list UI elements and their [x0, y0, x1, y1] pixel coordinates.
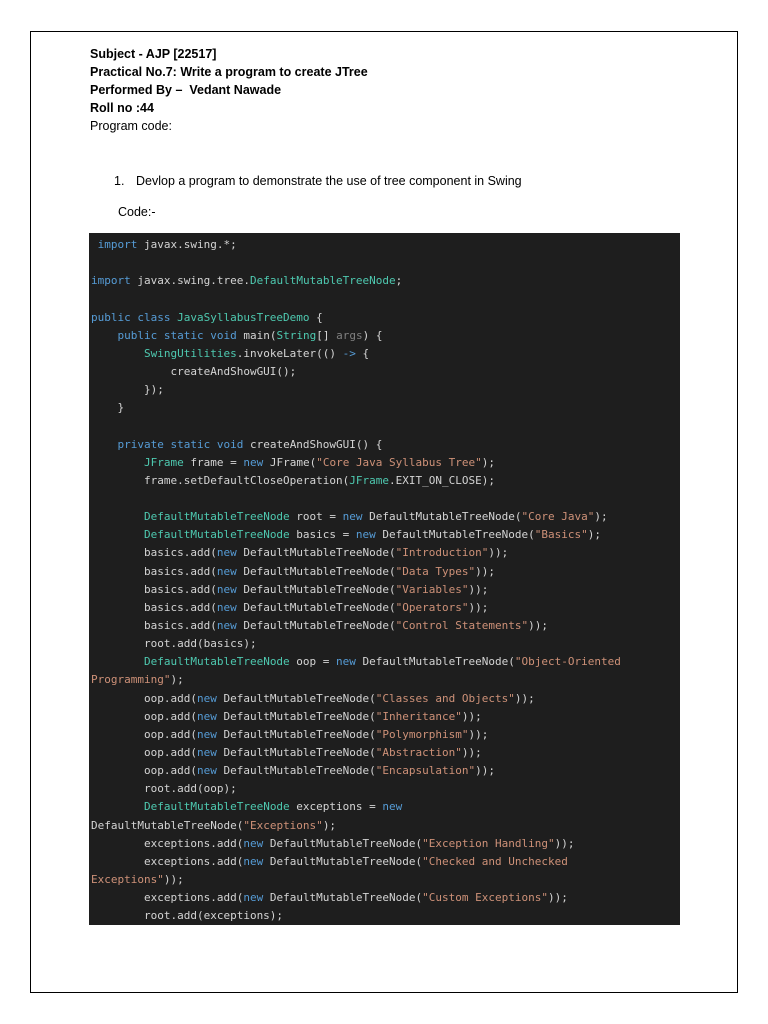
code-token — [91, 456, 144, 469]
code-token: DefaultMutableTreeNode( — [236, 582, 396, 596]
code-token: )); — [514, 691, 535, 705]
code-token: "Inheritance" — [375, 709, 462, 723]
code-token: new — [196, 745, 217, 759]
code-line — [89, 544, 680, 562]
code-token: oop.add( — [91, 709, 197, 723]
code-token: Programming" — [91, 673, 171, 687]
code-token: DefaultMutableTreeNode( — [236, 564, 396, 578]
code-token: new — [243, 854, 264, 868]
code-token — [91, 347, 144, 360]
code-token: DefaultMutableTreeNode( — [236, 600, 396, 614]
code-token: SwingUtilities — [143, 346, 237, 360]
code-token: new — [196, 691, 217, 705]
code-line — [89, 436, 680, 454]
code-token: DefaultMutableTreeNode( — [216, 764, 376, 778]
code-line — [89, 272, 680, 290]
code-token: "Exception Handling" — [422, 836, 555, 850]
code-line — [89, 381, 680, 399]
code-token: DefaultMutableTreeNode — [143, 528, 290, 542]
code-token: new — [336, 655, 356, 669]
code-token — [91, 655, 144, 668]
code-token: import — [91, 238, 138, 251]
code-token: DefaultMutableTreeNode( — [216, 709, 376, 723]
code-token: ) { — [362, 328, 383, 342]
code-line — [89, 871, 680, 889]
code-line — [89, 817, 680, 835]
code-token: exceptions.add( — [91, 836, 244, 850]
code-token: ); — [587, 528, 601, 542]
code-token: javax.swing.*; — [137, 238, 237, 251]
code-line — [89, 417, 680, 435]
code-token: JFrame — [349, 473, 390, 487]
code-line — [89, 581, 680, 599]
code-token: JavaSyllabusTreeDemo — [177, 310, 310, 324]
code-token: "Checked and Unchecked — [422, 854, 568, 868]
code-token — [91, 528, 144, 541]
code-token: "Core Java Syllabus Tree" — [316, 455, 482, 469]
code-token: JFrame( — [263, 455, 317, 469]
code-token: )); — [475, 764, 496, 778]
code-line — [89, 236, 680, 254]
code-token: root.add(basics); — [91, 637, 257, 651]
code-token: "Custom Exceptions" — [422, 891, 548, 905]
code-line — [89, 617, 680, 635]
code-token: DefaultMutableTreeNode( — [216, 745, 376, 759]
code-token: )); — [461, 745, 482, 759]
code-token: new — [216, 582, 237, 596]
code-token: new — [196, 764, 217, 778]
roll-number: Roll no :44 — [90, 101, 154, 115]
code-token: root = — [289, 510, 343, 524]
task-number: 1. — [114, 174, 125, 188]
code-token: )); — [468, 600, 489, 614]
code-token: .invokeLater(() — [236, 346, 343, 360]
code-token: [] — [316, 328, 337, 342]
subject-line: Subject - AJP [22517] — [90, 47, 217, 61]
code-token: new — [382, 800, 403, 814]
code-line — [89, 290, 680, 308]
code-token: DefaultMutableTreeNode( — [263, 891, 423, 905]
code-token: DefaultMutableTreeNode( — [91, 818, 244, 832]
code-token: frame = — [183, 455, 244, 469]
code-token: DefaultMutableTreeNode( — [263, 836, 423, 850]
code-line — [89, 635, 680, 653]
code-token: )); — [488, 546, 509, 560]
code-token: exceptions.add( — [91, 891, 244, 905]
code-token: )); — [528, 618, 548, 632]
code-token: { — [309, 310, 323, 324]
code-line — [89, 835, 680, 853]
code-token: "Exceptions" — [243, 818, 323, 832]
code-token: )); — [475, 564, 496, 578]
code-token: "Variables" — [395, 582, 469, 596]
code-token: new — [216, 546, 237, 560]
code-token: ); — [481, 455, 496, 469]
code-token: new — [196, 727, 217, 741]
code-token: DefaultMutableTreeNode — [143, 800, 290, 814]
code-token: public static void — [91, 328, 244, 342]
code-token: createAndShowGUI(); — [91, 364, 297, 378]
code-line — [89, 599, 680, 617]
code-line — [89, 708, 680, 726]
code-token: .EXIT_ON_CLOSE); — [389, 473, 495, 487]
code-token: )); — [461, 709, 482, 723]
code-label: Code:- — [118, 205, 156, 219]
code-line — [89, 853, 680, 871]
code-token: ; — [395, 274, 403, 288]
code-token: oop.add( — [91, 727, 197, 741]
code-token: )); — [163, 872, 184, 886]
code-token: "Polymorphism" — [375, 727, 469, 741]
code-token: DefaultMutableTreeNode( — [375, 528, 535, 542]
code-token: new — [355, 528, 376, 542]
code-line — [89, 526, 680, 544]
code-token: new — [216, 618, 237, 632]
code-token: "Encapsulation" — [375, 764, 476, 778]
code-line — [89, 889, 680, 907]
code-token: DefaultMutableTreeNode( — [216, 727, 376, 741]
code-token: "Operators" — [395, 600, 469, 614]
code-token: new — [216, 564, 237, 578]
code-token: private static void — [91, 437, 250, 451]
task-text: Devlop a program to demonstrate the use of tree component in Swing — [136, 174, 522, 188]
code-token: args — [336, 328, 363, 342]
code-token: }); — [91, 383, 164, 397]
code-token: )); — [468, 582, 489, 596]
code-token: DefaultMutableTreeNode( — [236, 618, 396, 632]
code-token: DefaultMutableTreeNode( — [236, 546, 396, 560]
code-token: root.add(exceptions); — [91, 909, 284, 923]
code-token: ); — [594, 510, 608, 524]
code-line — [89, 327, 680, 345]
code-line — [89, 744, 680, 762]
code-token: "Introduction" — [395, 546, 489, 560]
code-token: createAndShowGUI() { — [249, 437, 383, 451]
code-token: new — [243, 891, 264, 905]
code-line — [89, 454, 680, 472]
code-token: DefaultMutableTreeNode( — [216, 691, 376, 705]
code-token: frame.setDefaultCloseOperation( — [91, 473, 350, 487]
code-line — [89, 690, 680, 708]
code-token: new — [243, 836, 264, 850]
code-token: "Core Java" — [521, 510, 595, 524]
code-token: "Data Types" — [395, 564, 476, 578]
code-token: main( — [243, 328, 277, 342]
code-token: )); — [468, 727, 489, 741]
code-token: DefaultMutableTreeNode( — [355, 655, 515, 669]
code-token: String — [276, 328, 317, 342]
code-line — [89, 345, 680, 363]
code-line — [89, 762, 680, 780]
code-token: javax.swing.tree. — [130, 274, 250, 288]
code-token: DefaultMutableTreeNode( — [362, 510, 522, 524]
code-line — [89, 472, 680, 490]
code-token: DefaultMutableTreeNode — [143, 655, 290, 669]
code-line — [89, 907, 680, 925]
code-token: exceptions.add( — [91, 854, 244, 868]
code-token: oop.add( — [91, 745, 197, 759]
code-token: "Basics" — [534, 528, 588, 542]
code-line — [89, 363, 680, 381]
code-token: -> — [342, 346, 356, 360]
code-token: { — [355, 346, 370, 360]
code-token: "Classes and Objects" — [375, 691, 515, 705]
document-header — [90, 45, 368, 135]
code-line — [89, 254, 680, 272]
program-code-label: Program code: — [90, 119, 172, 133]
code-token: basics.add( — [91, 618, 217, 632]
code-token: basics.add( — [91, 564, 217, 578]
code-token — [91, 800, 144, 813]
code-token: new — [342, 510, 363, 524]
code-token: DefaultMutableTreeNode — [249, 274, 396, 288]
code-token: JFrame — [143, 455, 184, 469]
code-token: } — [91, 401, 125, 415]
code-token: )); — [548, 891, 568, 905]
code-block — [89, 233, 680, 925]
code-token: basics.add( — [91, 582, 217, 596]
code-token: oop.add( — [91, 764, 197, 778]
code-token: root.add(oop); — [91, 782, 237, 796]
code-line — [89, 780, 680, 798]
code-token: new — [216, 600, 237, 614]
code-token: exceptions = — [289, 800, 383, 814]
code-token — [91, 510, 144, 523]
code-token: oop = — [289, 655, 337, 669]
code-line — [89, 399, 680, 417]
code-token: "Abstraction" — [375, 745, 462, 759]
task-item — [114, 174, 522, 188]
code-line — [89, 671, 680, 689]
code-token: "Object-Oriented — [514, 655, 621, 669]
performed-by: Performed By – Vedant Nawade — [90, 83, 282, 97]
code-line — [89, 798, 680, 816]
code-line — [89, 508, 680, 526]
code-token: public class — [91, 310, 178, 324]
code-line — [89, 490, 680, 508]
code-token: basics = — [289, 528, 356, 542]
code-line — [89, 653, 680, 671]
code-token: Exceptions" — [91, 872, 164, 886]
code-token: ); — [170, 673, 184, 687]
code-line — [89, 563, 680, 581]
code-token: new — [243, 455, 264, 469]
code-token: "Control Statements" — [395, 618, 529, 632]
code-token: DefaultMutableTreeNode — [143, 510, 290, 524]
practical-title: Practical No.7: Write a program to create JTree — [90, 65, 368, 79]
code-token: oop.add( — [91, 691, 197, 705]
code-token: basics.add( — [91, 600, 217, 614]
code-line — [89, 726, 680, 744]
code-token: basics.add( — [91, 546, 217, 560]
code-line — [89, 309, 680, 327]
code-token: ); — [322, 818, 337, 832]
code-token: DefaultMutableTreeNode( — [263, 854, 423, 868]
code-token: new — [196, 709, 217, 723]
code-token: import — [91, 274, 131, 288]
code-token: )); — [554, 836, 575, 850]
